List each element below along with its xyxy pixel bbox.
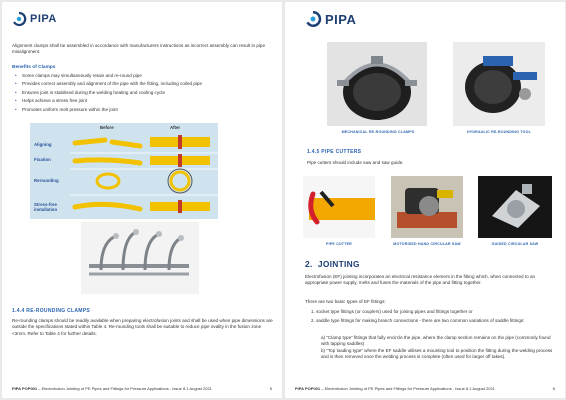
intro-paragraph: Alignment clamps shall be assembled in accordance with manufacturers instructions as incorrect assembly can result in pipe misalignment. — [12, 43, 266, 55]
caption-guided-saw: GUIDED CIRCULAR SAW — [491, 242, 539, 246]
ef-subtype-top-loading: b) “Top loading type” where the EF saddle utilises a mounting tool to position the fitting during the welding process and is then removed once the welding process is complete (often used for larger off takes). — [321, 348, 553, 360]
benefit-item: • Ensures joint is stabilised during the welding heating and cooling cycle — [12, 89, 267, 97]
ef-type-saddle: 2. saddle type fittings for making branch connections - there are two common variations of saddle fittings: — [311, 318, 525, 323]
section-heading-jointing — [305, 259, 360, 269]
diagram-col-before: Before — [100, 125, 114, 130]
document-page-right — [285, 2, 565, 398]
caption-hydraulic-tool: HYDRAULIC RE-ROUNDING TOOL — [466, 130, 532, 134]
jointing-paragraph: Electrofusion (EF) jointing incorporates an electrical resistance element in the fitting which, when connected to an appropriate power supply, melts and fuses the materials of the pipe and fitting together. — [305, 274, 536, 286]
guided-saw-photo — [478, 176, 552, 238]
benefit-item: • Some clamps may simultaneously retain and re-round pipe — [12, 72, 267, 80]
benefit-item: • Provides correct assembly and alignment of the pipe with the fitting, including coiled pipe — [12, 80, 267, 88]
pipe-cutters-paragraph: Pipe cutters should include saw and saw guide. — [307, 160, 404, 165]
benefit-item: • Promotes uniform melt pressure within the joint — [12, 106, 267, 114]
page-number: 6 — [552, 386, 555, 391]
diagram-row-fixation: Fixation — [34, 157, 51, 162]
caption-mechanical-clamps: MECHANICAL RE-ROUNDING CLAMPS — [341, 130, 415, 134]
benefits-list — [12, 72, 267, 114]
page-footer — [12, 386, 272, 391]
pipe-cutter-photo — [303, 176, 375, 238]
diagram-row-rerounding: Rerounding — [34, 178, 59, 183]
diagram-illustrations — [30, 123, 218, 219]
caption-circular-saw: MOTORISED HAND CIRCULAR SAW — [393, 242, 461, 246]
diagram-col-after: After — [170, 125, 181, 130]
pipa-logo — [11, 11, 57, 27]
benefit-item: • Helps achieve a stress free joint — [12, 97, 267, 105]
diagram-row-aligning: Aligning — [34, 142, 52, 147]
clamp-benefits-diagram — [30, 123, 218, 219]
footer-description: – Electrofusion Jointing of PE Pipes and Fittings for Pressure Applications - Issue 8.1 August 2021 — [320, 386, 495, 391]
pipa-logo-mark-icon — [11, 11, 27, 27]
caption-pipe-cutter: PIPE CUTTER — [326, 242, 352, 246]
footer-title: PIPA POP001 — [295, 386, 321, 391]
ef-subtype-clamp: a) “Clamp type” fittings that fully encircle the pipe, where the clamp section remains on the pipe (commonly found with tapping saddles) — [321, 335, 551, 347]
footer-text — [295, 386, 495, 391]
ef-type-socket: 1. socket type fittings (or couplers) used for joining pipes and fittings together or — [311, 309, 473, 314]
pipa-logo — [304, 10, 356, 28]
re-rounding-clamp-photo — [81, 222, 199, 294]
page-footer — [295, 386, 555, 391]
logo-text: PIPA — [30, 13, 57, 25]
section-title: JOINTING — [317, 259, 360, 269]
hydraulic-tool-photo — [453, 42, 545, 126]
section-heading-rerounding: 1.4.4 RE-ROUNDING CLAMPS — [12, 308, 91, 314]
circular-saw-photo — [391, 176, 463, 238]
diagram-row-stress-free: Stress-free installation — [34, 202, 58, 212]
rerounding-paragraph: Re-rounding clamps should be readily available when preparing electrofusion joints and shall be used when pipe dimensions are outside the specifications stated within Table 4. Re-rounding tools shall be suitable to reduce pipe ovality in the fusion zone <3mm. Refer to Table 4 for further details. — [12, 318, 273, 336]
page-number: 5 — [269, 386, 272, 391]
footer-text — [12, 386, 212, 391]
logo-text: PIPA — [325, 11, 357, 27]
section-heading-pipe-cutters: 1.4.5 PIPE CUTTERS — [307, 149, 362, 155]
footer-title: PIPA POP001 — [12, 386, 38, 391]
pipa-logo-mark-icon — [304, 10, 322, 28]
footer-description: – Electrofusion Jointing of PE Pipes and Fittings for Pressure Applications - Issue 8.1 August 2021 — [37, 386, 212, 391]
section-number: 2. — [305, 259, 313, 269]
benefits-heading: Benefits of Clamps — [12, 65, 56, 70]
ef-types-intro: There are two basic types of EF fittings: — [305, 299, 386, 304]
mechanical-clamps-photo — [327, 42, 427, 126]
document-page-left — [2, 2, 282, 398]
